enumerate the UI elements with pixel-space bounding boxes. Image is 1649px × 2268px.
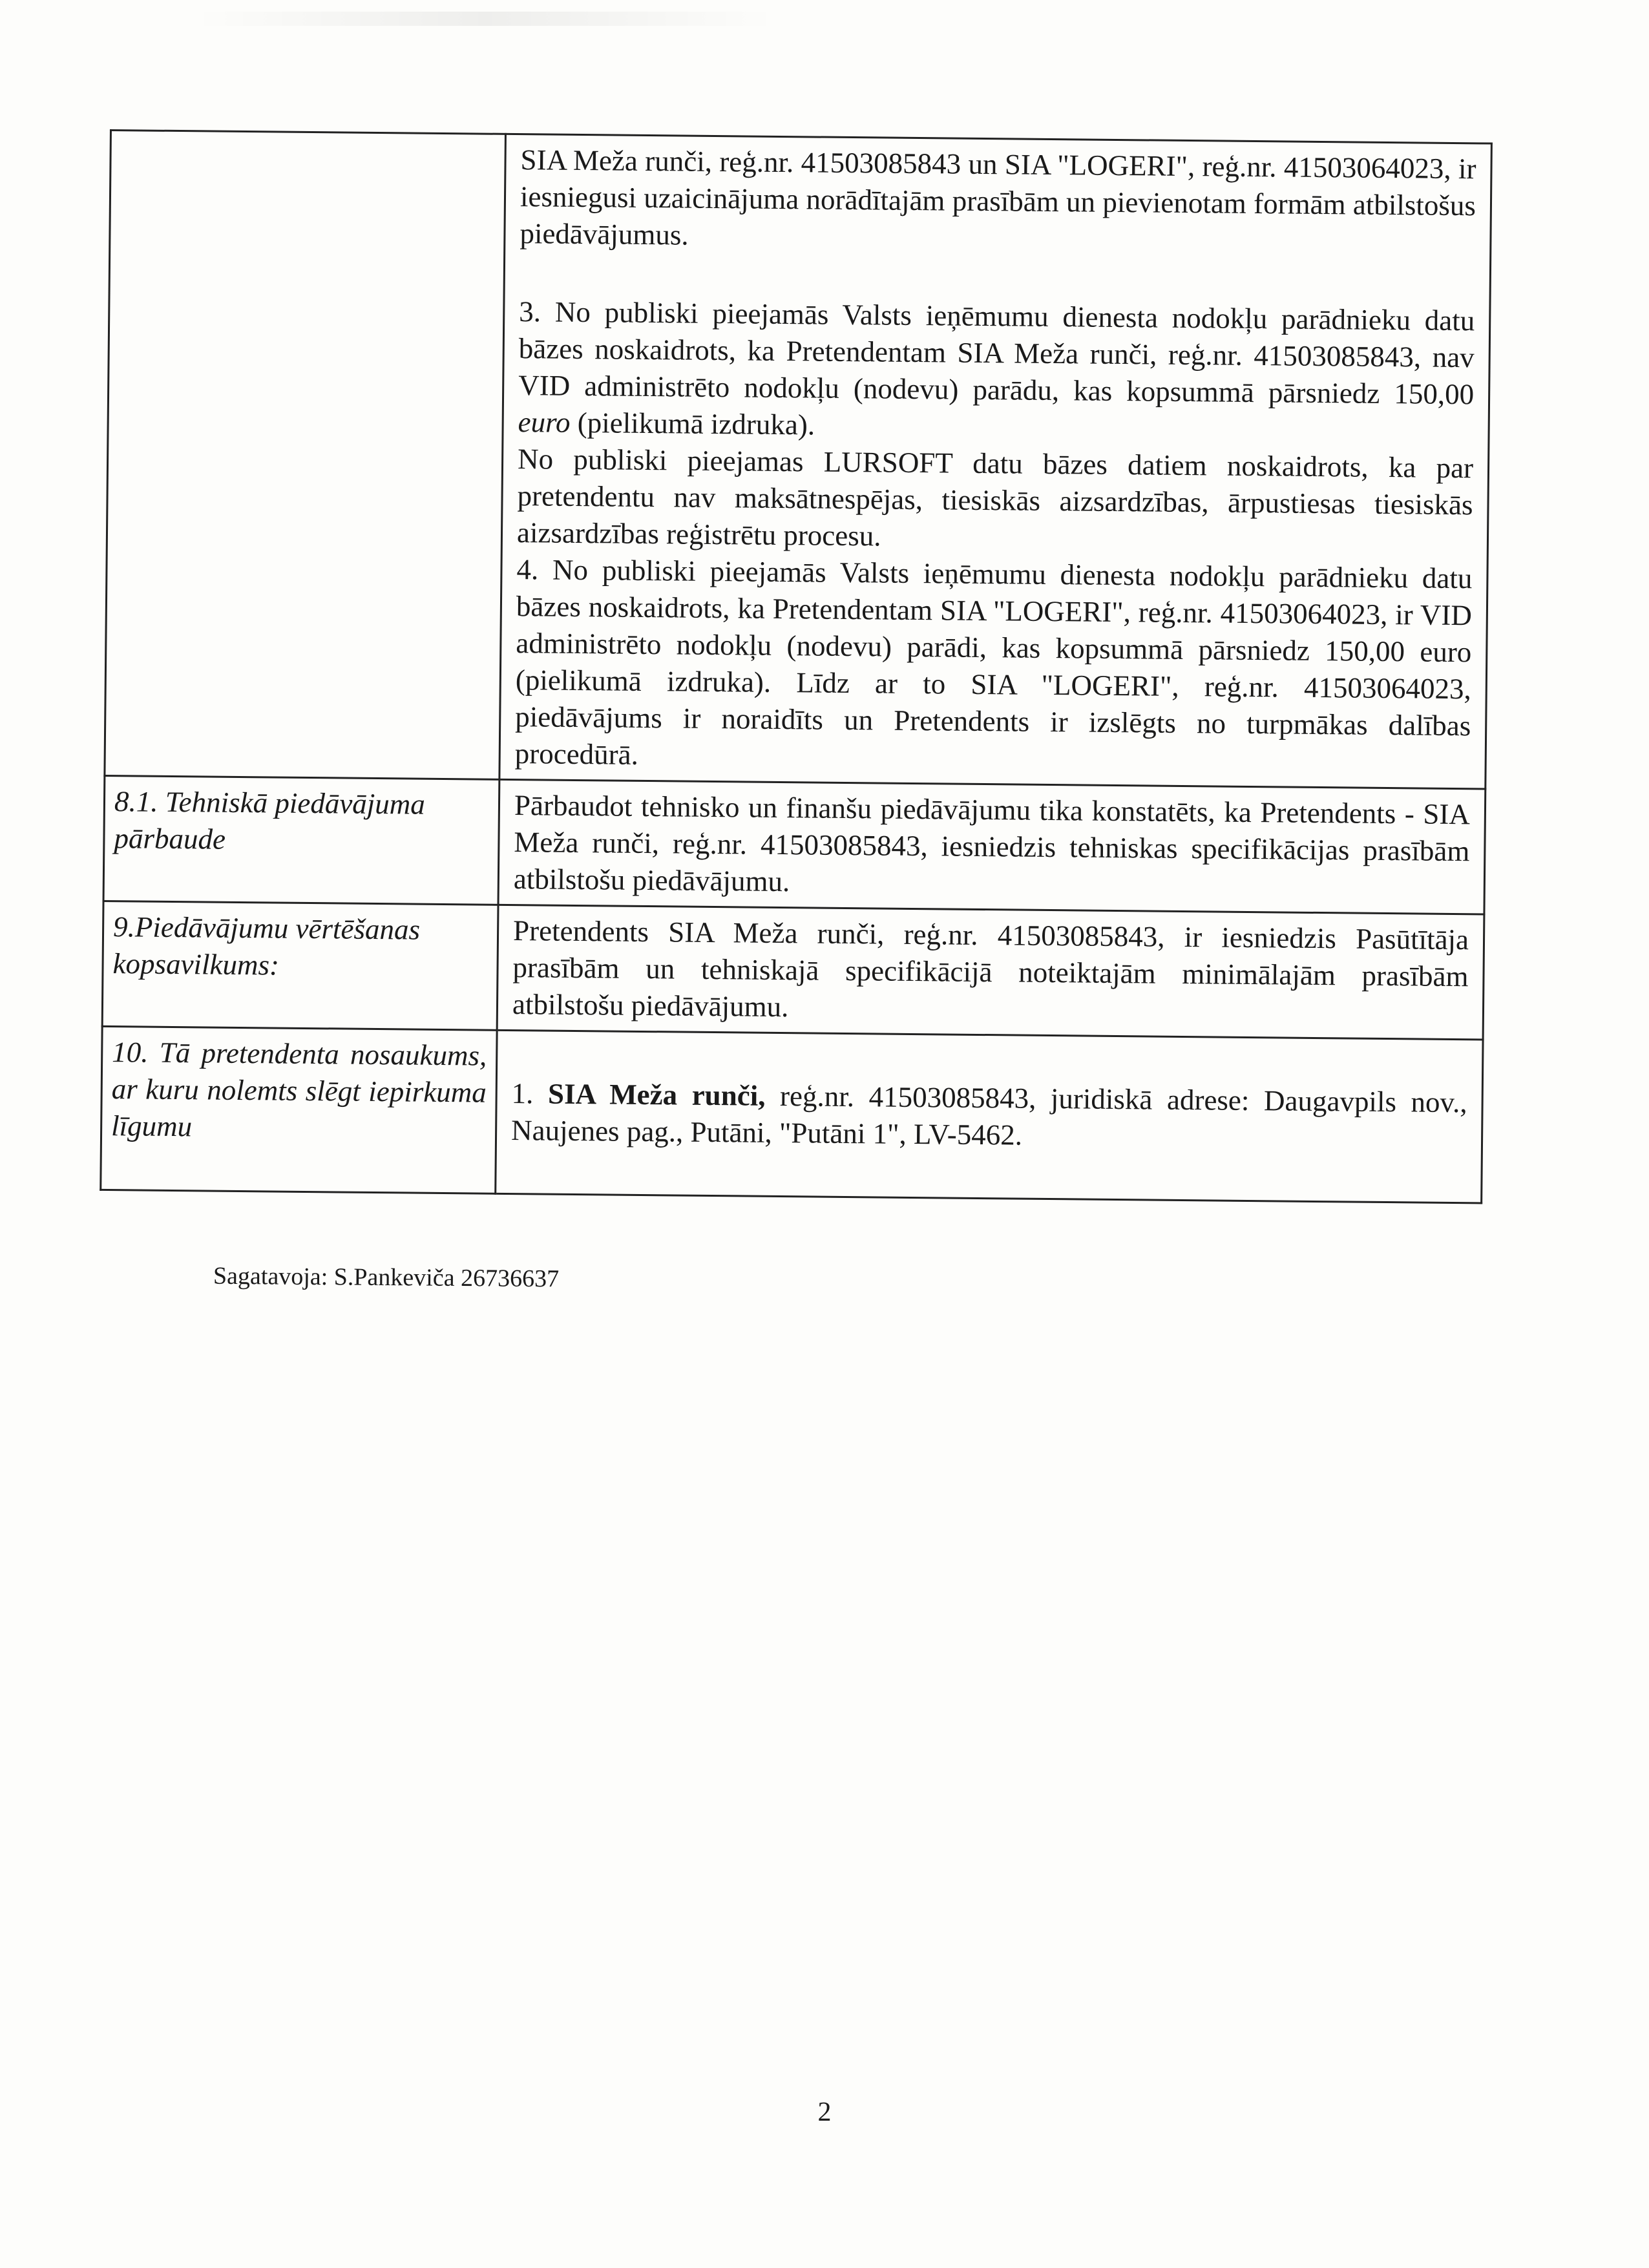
paragraph-submitted-offers: SIA Meža runči, reģ.nr. 41503085843 un SIA "LOGERI", reģ.nr. 41503064023, ir iesniegusi uzaicinājuma norādītajām prasībām un pievienotam formām atbilstošus piedāvājumus.: [520, 143, 1476, 251]
row-content-evaluation-summary: Pretendents SIA Meža runči, reģ.nr. 41503085843, ir iesniedzis Pasūtītāja prasībām un tehniskajā specifikācijā noteiktajām minimālajām prasībām atbilstošu piedāvājumu.: [497, 905, 1484, 1040]
scan-edge-shadow: [194, 12, 775, 26]
table-row-10: [101, 1026, 1483, 1203]
page-number: 2: [817, 2097, 832, 2127]
row-label-empty: [105, 131, 506, 780]
paragraph-vid-check-meza-runci: [518, 293, 1475, 450]
prepared-by-signoff: Sagatavoja: S.Pankeviča 26736637: [213, 1262, 560, 1293]
row-content-selected-contractor: [496, 1030, 1483, 1203]
table-row-8-1: [103, 775, 1486, 914]
contractor-number: 1.: [511, 1077, 549, 1110]
contractor-name: SIA Meža runči,: [547, 1077, 766, 1112]
vid-check-currency: euro: [518, 406, 571, 439]
evaluation-table: [100, 129, 1493, 1204]
paragraph-lursoft-check: No publiski pieejamas LURSOFT datu bāzes datiem noskaidrots, ka par pretendentu nav maksātnespējas, tiesiskās aizsardzības, ārpustiesas tiesiskās aizsardzības reģistrētu procesu.: [516, 443, 1474, 552]
vid-check-text-b: (pielikumā izdruka).: [570, 406, 815, 441]
row-label-selected-contractor: 10. Tā pretendenta nosaukums, ar kuru nolemts slēgt iepirkuma līgumu: [101, 1026, 497, 1193]
row-content-continuation: [499, 134, 1492, 789]
contractor-details: reģ.nr. 41503085843, juridiskā adrese: Daugavpils nov., Naujenes pag., Putāni, "Putāni 1", LV-5462.: [510, 1079, 1467, 1151]
table-row-9: [102, 901, 1484, 1040]
vid-check-text-a: 3. No publiski pieejamās Valsts ieņēmumu dienesta nodokļu parādnieku datu bāzes noskaidrots, ka Pretendentam SIA Meža runči, reģ.nr. 41503085843, nav VID administrēto nodokļu (nodevu) parādu, kas kopsummā pārsniedz 150,00: [518, 295, 1475, 411]
table-row-continuation: [105, 131, 1491, 789]
row-label-evaluation-summary: 9.Piedāvājumu vērtēšanas kopsavilkums:: [102, 901, 498, 1030]
row-label-technical-check: 8.1. Tehniskā piedāvājuma pārbaude: [103, 775, 499, 905]
row-content-technical-check: Pārbaudot tehnisko un finanšu piedāvājumu tika konstatēts, ka Pretendents - SIA Meža runči, reģ.nr. 41503085843, iesniedzis tehniskas specifikācijas prasībām atbilstošu piedāvājumu.: [498, 779, 1486, 914]
paragraph-vid-check-logeri: 4. No publiski pieejamās Valsts ieņēmumu dienesta nodokļu parādnieku datu bāzes noskaidrots, ka Pretendentam SIA "LOGERI", reģ.nr. 41503064023, ir VID administrēto nodokļu (nodevu) parādi, kas kopsummā pārsniedz 150,00 euro (pielikumā izdruka). Līdz ar to SIA "LOGERI", reģ.nr. 41503064023, piedāvājums ir noraidīts un Pretendents ir izslēgts no turpmākas dalības procedūrā.: [514, 553, 1473, 771]
